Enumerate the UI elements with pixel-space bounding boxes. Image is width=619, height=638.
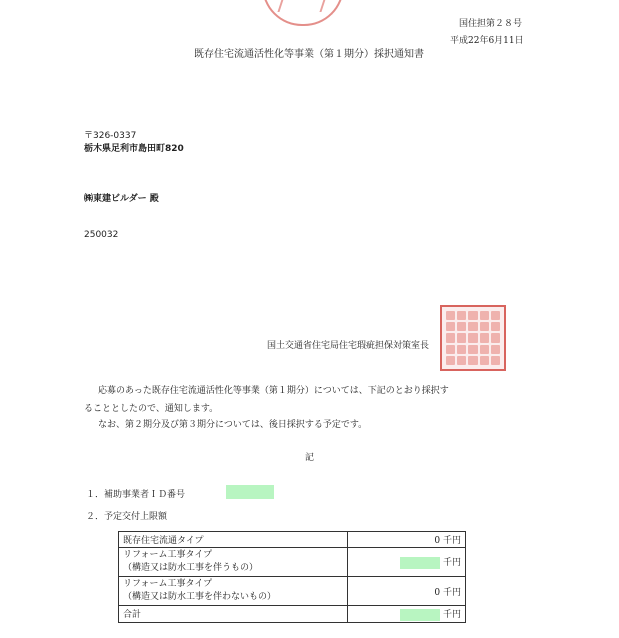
- row-label: 既存住宅流通タイプ: [119, 532, 348, 548]
- amount-value: 0: [434, 536, 441, 546]
- item-id-label: １．補助事業者ＩＤ番号: [86, 490, 186, 500]
- row-label-line-2: （構造又は防水工事を伴うもの）: [123, 563, 259, 573]
- row-amount: [348, 606, 466, 623]
- redacted-amount: [400, 557, 440, 569]
- amount-value: 0: [434, 587, 441, 598]
- table-row: [119, 577, 466, 606]
- ki-mark: 記: [305, 453, 315, 463]
- table-row: [119, 606, 466, 623]
- document-date: 平成22年6月11日: [450, 36, 524, 46]
- amount-unit: 千円: [442, 610, 461, 620]
- row-label: [119, 548, 348, 577]
- recipient-address: 栃木県足利市島田町820: [84, 144, 184, 154]
- amount-unit: 千円: [442, 558, 461, 569]
- redacted-id-value: [226, 485, 274, 499]
- row-amount: [348, 548, 466, 577]
- official-seal-stamp-icon: [440, 305, 506, 371]
- recipient-code: 250032: [84, 230, 119, 240]
- document-number: 国住担第２８号: [459, 19, 523, 29]
- postal-code: 〒326-0337: [84, 131, 137, 141]
- body-line-3: なお、第２期分及び第３期分については、後日採択する予定です。: [98, 420, 368, 430]
- row-label-line-1: リフォーム工事タイプ: [123, 579, 213, 589]
- top-seal-stamp-icon: [262, 0, 344, 26]
- body-line-2: ることとしたので、通知します。: [84, 404, 219, 414]
- row-label: 合計: [119, 606, 348, 623]
- table-row: [119, 548, 466, 577]
- table-row: [119, 532, 466, 548]
- document-title: 既存住宅流通活性化等事業（第１期分）採択通知書: [194, 49, 424, 60]
- row-amount: [348, 532, 466, 548]
- row-label: [119, 577, 348, 606]
- recipient-company: ㈱東建ビルダー 殿: [84, 194, 159, 204]
- amount-unit: 千円: [442, 536, 461, 546]
- sender-title: 国土交通省住宅局住宅瑕疵担保対策室長: [267, 341, 430, 351]
- row-label-line-1: リフォーム工事タイプ: [123, 550, 213, 560]
- item-amount-label: ２．予定交付上限額: [86, 512, 168, 522]
- amount-unit: 千円: [442, 587, 461, 598]
- body-line-1: 応募のあった既存住宅流通活性化等事業（第１期分）については、下記のとおり採択す: [98, 386, 449, 396]
- redacted-amount: [400, 609, 440, 621]
- row-amount: [348, 577, 466, 606]
- row-label-line-2: （構造又は防水工事を伴わないもの）: [123, 592, 277, 602]
- amount-table: [118, 531, 466, 623]
